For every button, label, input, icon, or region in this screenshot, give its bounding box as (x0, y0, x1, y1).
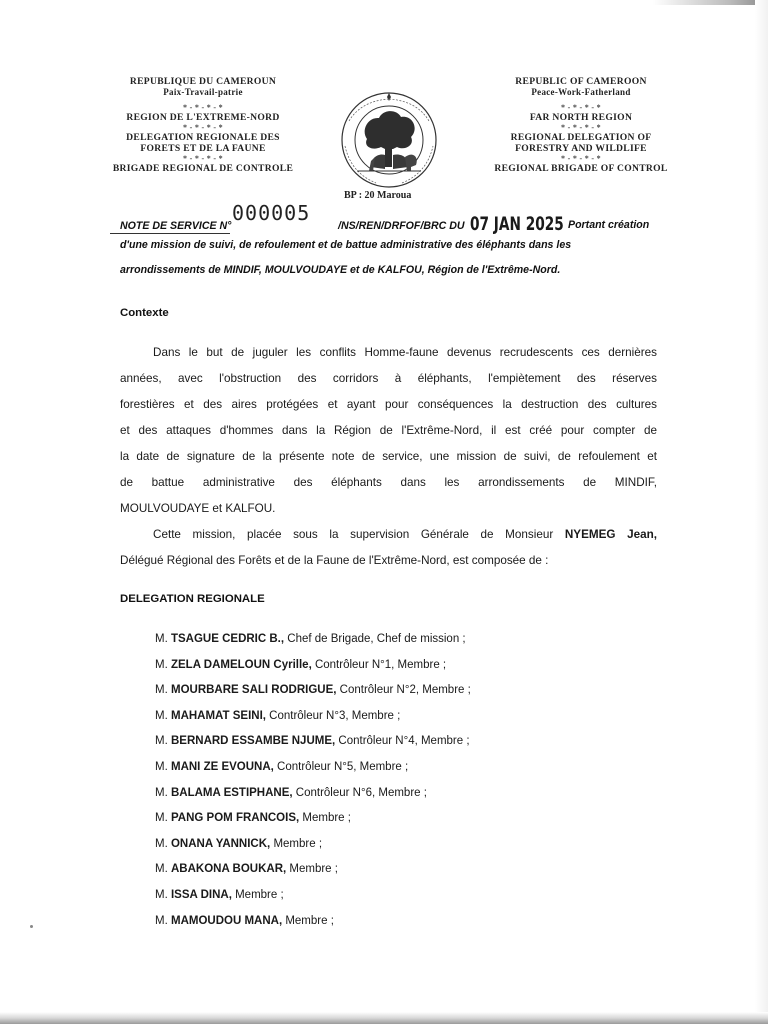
member-role: Contrôleur N°4, Membre ; (335, 735, 470, 748)
header-left-separator-2: * - * - * - * (183, 123, 223, 132)
context-line: Dans le but de juguler les conflits Homme-faune devenus recrudescents ces dernières (153, 346, 657, 359)
header-left-separator: * - * - * - * (183, 103, 223, 112)
header-right-delegation-2: FORESTRY AND WILDLIFE (515, 143, 647, 154)
header-right-delegation-1: REGIONAL DELEGATION OF (510, 132, 652, 143)
note-prefix: NOTE DE SERVICE N° (120, 220, 232, 232)
member-prefix: M. (155, 658, 171, 671)
list-item (155, 705, 471, 731)
note-subject-start: Portant création (568, 219, 650, 231)
header-left-delegation-1: DELEGATION REGIONALE DES (126, 132, 280, 143)
list-item (155, 910, 471, 936)
delegation-heading: DELEGATION REGIONALE (120, 593, 265, 605)
header-right-brigade: REGIONAL BRIGADE OF CONTROL (494, 163, 668, 174)
list-item (155, 858, 471, 884)
header-left-country: REPUBLIQUE DU CAMEROUN (129, 76, 277, 87)
header-left-motto: Paix-Travail-patrie (163, 87, 243, 97)
member-role: Contrôleur N°5, Membre ; (273, 760, 409, 773)
note-number-stamp: 000005 (232, 201, 311, 225)
member-name: MANI ZE EVOUNA, (170, 760, 274, 773)
header-left-region: REGION DE L'EXTREME-NORD (126, 112, 280, 123)
member-name: BERNARD ESSAMBE NJUME, (170, 735, 336, 748)
scan-speck (30, 925, 33, 928)
list-item (155, 730, 471, 756)
list-item (155, 782, 471, 808)
context-heading: Contexte (120, 307, 169, 319)
header-left (88, 76, 318, 174)
member-prefix: M. (155, 786, 171, 799)
header-right-country: REPUBLIC OF CAMEROON (515, 76, 647, 87)
list-item (155, 884, 471, 910)
member-role: Contrôleur N°2, Membre ; (336, 684, 471, 697)
member-list (155, 628, 471, 935)
member-name: MAHAMAT SEINI, (170, 709, 266, 722)
member-prefix: M. (155, 888, 171, 901)
note-subject-line-2: d'une mission de suivi, de refoulement et de battue administrative des éléphants dans les (120, 239, 572, 251)
supervisor-name: NYEMEG Jean, (564, 528, 657, 541)
member-name: ONANA YANNICK, (170, 837, 271, 850)
header-right (466, 76, 696, 174)
context-line: forestières et des aires protégées et ayant pour conséquences la destruction des cultures (120, 398, 657, 411)
scan-shadow-bottom (0, 1012, 768, 1024)
note-number-underline (110, 233, 230, 234)
member-role: Membre ; (270, 837, 323, 850)
header-left-delegation-2: FORETS ET DE LA FAUNE (140, 143, 266, 154)
note-date-stamp: 07 JAN 2025 (470, 213, 564, 235)
member-role: Contrôleur N°3, Membre ; (265, 709, 401, 722)
member-role: Chef de Brigade, Chef de mission ; (284, 633, 466, 645)
supervision-text: Cette mission, placée sous la supervision Générale de Monsieur (153, 528, 565, 541)
member-name: ABAKONA BOUKAR, (170, 863, 287, 876)
list-item (155, 654, 471, 680)
list-item (155, 807, 471, 833)
member-role: Contrôleur N°6, Membre ; (292, 786, 427, 799)
member-role: Contrôleur N°1, Membre ; (311, 658, 447, 671)
member-prefix: M. (155, 760, 171, 773)
member-role: Membre ; (231, 888, 284, 901)
list-item (155, 679, 471, 705)
member-name: ISSA DINA, (170, 888, 232, 901)
member-prefix: M. (155, 709, 171, 722)
context-line: et des attaques d'hommes dans la Région de l'Extrême-Nord, il est créé pour compter de (120, 424, 657, 437)
member-name: ZELA DAMELOUN Cyrille, (170, 658, 312, 671)
list-item (155, 628, 471, 654)
context-line: de battue administrative des éléphants dans les arrondissements de MINDIF, (120, 476, 657, 489)
postal-box: BP : 20 Maroua (344, 190, 412, 201)
supervision-line (120, 522, 657, 548)
scan-shadow-edge (755, 0, 768, 1024)
member-role: Membre ; (282, 914, 334, 927)
member-prefix: M. (155, 914, 171, 927)
member-name: MOURBARE SALI RODRIGUE, (170, 684, 337, 697)
ministry-seal-logo (331, 91, 447, 189)
member-prefix: M. (155, 837, 171, 850)
scan-shadow-top (0, 0, 768, 5)
supervision-line-2: Délégué Régional des Forêts et de la Faune de l'Extrême-Nord, est composée de : (120, 554, 549, 567)
member-name: BALAMA ESTIPHANE, (170, 786, 293, 799)
context-line: la date de signature de la présente note de service, une mission de suivi, de refoulement et (120, 450, 657, 463)
list-item (155, 833, 471, 859)
member-name: PANG POM FRANCOIS, (170, 812, 300, 825)
member-prefix: M. (155, 735, 171, 748)
note-subject-line-3: arrondissements de MINDIF, MOULVOUDAYE et de KALFOU, Région de l'Extrême-Nord. (120, 264, 561, 276)
header-left-brigade: BRIGADE REGIONAL DE CONTROLE (112, 163, 294, 174)
context-paragraph (120, 340, 657, 574)
member-name: MAMOUDOU MANA, (170, 914, 283, 927)
member-prefix: M. (155, 633, 171, 645)
header-right-separator-2: * - * - * - * (561, 123, 601, 132)
member-prefix: M. (155, 863, 171, 876)
header-right-separator-3: * - * - * - * (561, 154, 601, 163)
header-left-separator-3: * - * - * - * (183, 154, 223, 163)
header-right-region: FAR NORTH REGION (529, 112, 633, 123)
member-role: Membre ; (299, 812, 351, 825)
context-line: années, avec l'obstruction des corridors à éléphants, l'empiètement des réserves (120, 372, 657, 385)
context-line: MOULVOUDAYE et KALFOU. (120, 502, 276, 515)
member-prefix: M. (155, 812, 171, 825)
member-prefix: M. (155, 684, 171, 697)
list-item (155, 756, 471, 782)
member-role: Membre ; (286, 863, 338, 876)
header-right-separator: * - * - * - * (561, 103, 601, 112)
header-right-motto: Peace-Work-Fatherland (531, 87, 631, 97)
member-name: TSAGUE CEDRIC B., (170, 633, 285, 645)
note-ref-code: /NS/REN/DRFOF/BRC DU (338, 220, 465, 232)
